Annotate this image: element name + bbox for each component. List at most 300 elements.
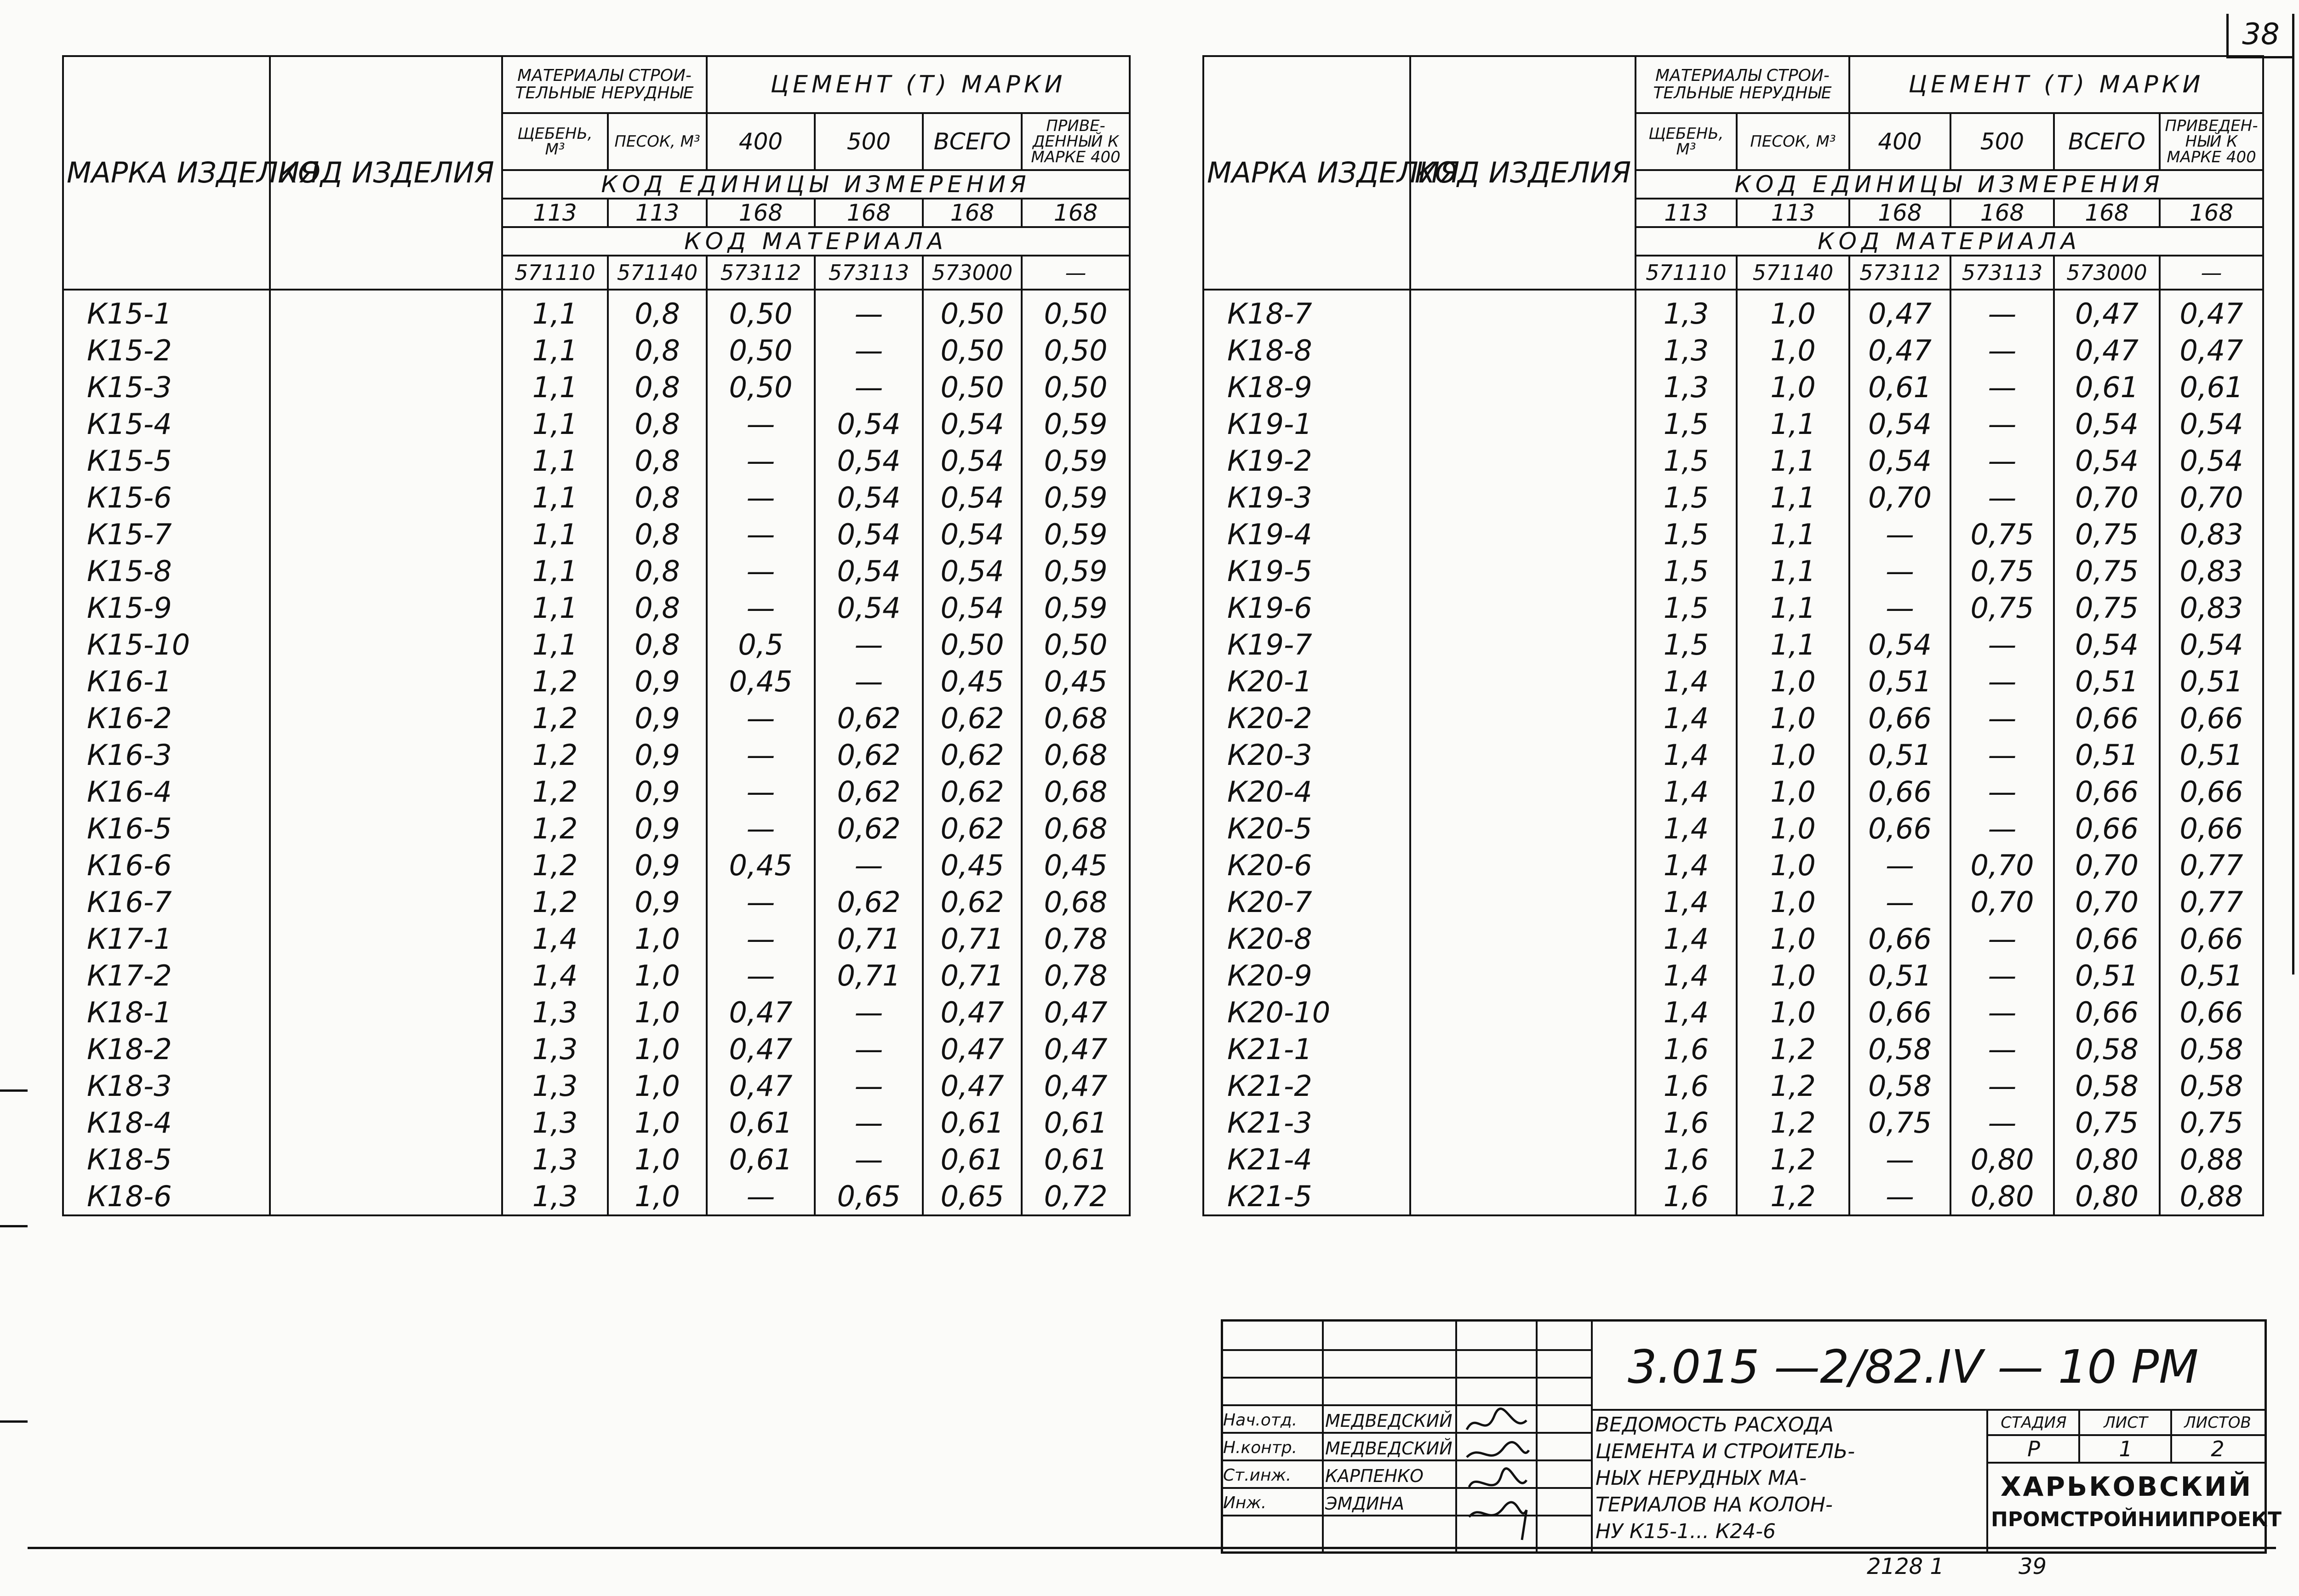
table-row (1203, 1178, 2263, 1215)
code-cell (270, 736, 502, 773)
reduced-cell: 0,50 (1022, 332, 1130, 369)
sheets-label: ЛИСТОВ (2184, 1414, 2251, 1432)
total-cell: 0,65 (923, 1178, 1022, 1215)
total-cell: 0,51 (2054, 736, 2160, 773)
material-code: 571110 (502, 256, 608, 290)
table-row (63, 1178, 1130, 1215)
material-code-header: КОД МАТЕРИАЛА (502, 227, 1130, 256)
gravel-cell: 1,3 (502, 1141, 608, 1178)
table-row (1203, 957, 2263, 994)
unit-code: 168 (1849, 199, 1950, 227)
organization-name: ХАРЬКОВСКИЙ (2000, 1471, 2253, 1502)
cement-500-cell: 0,62 (815, 773, 923, 810)
total-cell: 0,80 (2054, 1178, 2160, 1215)
total-cell: 0,50 (923, 290, 1022, 332)
signer-name: МЕДВЕДСКИЙ (1325, 1411, 1453, 1431)
reduced-cell: 0,66 (2160, 920, 2263, 957)
reduced-cell: 0,75 (2160, 1104, 2263, 1141)
cement-500-cell: 0,54 (815, 479, 923, 516)
gravel-header: ЩЕБЕНЬ, М³ (1636, 113, 1737, 170)
gravel-cell: 1,2 (502, 700, 608, 736)
cement-500-cell: 0,62 (815, 810, 923, 847)
sand-header: ПЕСОК, М³ (1737, 113, 1849, 170)
sheet-label: ЛИСТ (2104, 1414, 2148, 1432)
reduced-cell: 0,47 (1022, 1031, 1130, 1067)
cement-500-cell: — (1950, 810, 2054, 847)
sand-cell: 1,0 (1737, 994, 1849, 1031)
total-cell: 0,54 (923, 442, 1022, 479)
cement-500-cell: — (815, 626, 923, 663)
table-row (63, 369, 1130, 405)
unit-code: 168 (923, 199, 1022, 227)
reduced-cell: 0,54 (2160, 405, 2263, 442)
cement-400-cell: 0,70 (1849, 479, 1950, 516)
total-cell: 0,54 (923, 589, 1022, 626)
unit-code: 168 (1022, 199, 1130, 227)
total-cell: 0,47 (923, 1031, 1022, 1067)
cement-500-cell: — (815, 1104, 923, 1141)
mark-cell: К20-10 (1203, 994, 1410, 1031)
sand-cell: 1,0 (1737, 773, 1849, 810)
gravel-cell: 1,1 (502, 553, 608, 589)
gravel-cell: 1,2 (502, 663, 608, 700)
cement-header: ЦЕМЕНТ (Т) МАРКИ (707, 56, 1130, 113)
mark-cell: К21-3 (1203, 1104, 1410, 1141)
table-row (63, 663, 1130, 700)
gravel-cell: 1,1 (502, 516, 608, 553)
sand-cell: 1,2 (1737, 1067, 1849, 1104)
reduced-cell: 0,47 (2160, 290, 2263, 332)
code-cell (1410, 1104, 1636, 1141)
table-row (1203, 553, 2263, 589)
cement-500-cell: — (1950, 1031, 2054, 1067)
cement-400-cell: 0,51 (1849, 957, 1950, 994)
code-cell (270, 1141, 502, 1178)
gravel-cell: 1,4 (1636, 810, 1737, 847)
total-cell: 0,54 (923, 405, 1022, 442)
mark-cell: К15-10 (63, 626, 270, 663)
total-cell: 0,50 (923, 332, 1022, 369)
sand-cell: 0,8 (608, 479, 707, 516)
sand-cell: 1,0 (608, 1104, 707, 1141)
footer-left-number: 2128 1 (1867, 1554, 1944, 1579)
mark-cell: К19-3 (1203, 479, 1410, 516)
sand-cell: 0,8 (608, 626, 707, 663)
signer-name: КАРПЕНКО (1325, 1466, 1424, 1486)
reduced-cell: 0,61 (1022, 1104, 1130, 1141)
cement-400-cell: — (707, 700, 815, 736)
mark-cell: К20-2 (1203, 700, 1410, 736)
table-row (63, 553, 1130, 589)
mark-cell: К19-4 (1203, 516, 1410, 553)
total-cell: 0,61 (923, 1141, 1022, 1178)
mark-cell: К15-5 (63, 442, 270, 479)
gravel-cell: 1,4 (1636, 884, 1737, 920)
sand-cell: 1,0 (1737, 920, 1849, 957)
table-row (1203, 369, 2263, 405)
table-row (1203, 1031, 2263, 1067)
cement-400-cell: 0,47 (707, 1031, 815, 1067)
cement-400-cell: — (707, 810, 815, 847)
mark-cell: К20-1 (1203, 663, 1410, 700)
gravel-cell: 1,5 (1636, 442, 1737, 479)
mark-cell: К20-4 (1203, 773, 1410, 810)
cement-500-cell: 0,54 (815, 442, 923, 479)
total-cell: 0,54 (2054, 626, 2160, 663)
sand-cell: 1,2 (1737, 1031, 1849, 1067)
mark-cell: К20-8 (1203, 920, 1410, 957)
code-cell (270, 442, 502, 479)
cement-400-cell: 0,45 (707, 663, 815, 700)
table-row (1203, 920, 2263, 957)
cement-400-cell: 0,50 (707, 332, 815, 369)
cement-400-cell: — (1849, 589, 1950, 626)
organization-name-line2: ПРОМСТРОЙНИИПРОЕКТ (1991, 1508, 2282, 1531)
code-cell (1410, 736, 1636, 773)
reduced-cell: 0,66 (2160, 994, 2263, 1031)
code-cell (270, 369, 502, 405)
total-cell: 0,58 (2054, 1067, 2160, 1104)
code-header: КОД ИЗДЕЛИЯ (270, 56, 502, 290)
cement-500-header: 500 (815, 113, 923, 170)
cement-500-cell: — (1950, 1104, 2054, 1141)
table-row (63, 736, 1130, 773)
sand-cell: 1,0 (608, 1178, 707, 1215)
cement-400-cell: 0,58 (1849, 1067, 1950, 1104)
table-row (1203, 663, 2263, 700)
sand-cell: 1,1 (1737, 516, 1849, 553)
reduced-cell: 0,51 (2160, 736, 2263, 773)
mark-cell: К18-9 (1203, 369, 1410, 405)
mark-cell: К20-5 (1203, 810, 1410, 847)
cement-500-cell: — (815, 332, 923, 369)
mark-cell: К15-6 (63, 479, 270, 516)
sand-cell: 0,9 (608, 663, 707, 700)
table-row (63, 290, 1130, 332)
material-code: 573000 (923, 256, 1022, 290)
reduced-cell: 0,47 (1022, 1067, 1130, 1104)
sand-cell: 1,1 (1737, 479, 1849, 516)
total-cell: 0,71 (923, 957, 1022, 994)
cement-500-cell: 0,65 (815, 1178, 923, 1215)
gravel-cell: 1,3 (502, 1067, 608, 1104)
code-cell (270, 847, 502, 884)
role-label: Ст.инж. (1223, 1466, 1292, 1485)
cement-500-cell: — (1950, 1067, 2054, 1104)
gravel-cell: 1,4 (1636, 700, 1737, 736)
cement-400-cell: 0,61 (707, 1141, 815, 1178)
code-cell (270, 700, 502, 736)
gravel-cell: 1,1 (502, 442, 608, 479)
total-cell: 0,54 (2054, 405, 2160, 442)
cement-400-cell: — (707, 884, 815, 920)
table-row (63, 884, 1130, 920)
code-cell (1410, 516, 1636, 553)
cement-400-cell: 0,58 (1849, 1031, 1950, 1067)
mark-header: МАРКА ИЗДЕЛИЯ (63, 56, 270, 290)
code-cell (1410, 810, 1636, 847)
total-cell: 0,62 (923, 884, 1022, 920)
table-row (1203, 626, 2263, 663)
code-cell (270, 290, 502, 332)
gravel-cell: 1,3 (1636, 369, 1737, 405)
mark-cell: К18-4 (63, 1104, 270, 1141)
mark-cell: К15-2 (63, 332, 270, 369)
gravel-cell: 1,1 (502, 626, 608, 663)
table-row (63, 589, 1130, 626)
total-cell: 0,75 (2054, 1104, 2160, 1141)
code-cell (1410, 290, 1636, 332)
cement-header: ЦЕМЕНТ (Т) МАРКИ (1849, 56, 2263, 113)
total-cell: 0,47 (2054, 290, 2160, 332)
code-cell (1410, 553, 1636, 589)
reduced-cell: 0,68 (1022, 736, 1130, 773)
sand-cell: 1,0 (1737, 290, 1849, 332)
gravel-cell: 1,5 (1636, 516, 1737, 553)
gravel-cell: 1,3 (502, 1104, 608, 1141)
reduced-cell: 0,66 (2160, 773, 2263, 810)
total-cell: 0,47 (923, 1067, 1022, 1104)
code-cell (270, 1031, 502, 1067)
mark-cell: К18-8 (1203, 332, 1410, 369)
code-cell (1410, 884, 1636, 920)
cement-500-cell: — (1950, 626, 2054, 663)
signatures (1458, 1407, 1536, 1549)
cement-400-cell: 0,54 (1849, 405, 1950, 442)
unit-code: 113 (1636, 199, 1737, 227)
cement-400-cell: 0,66 (1849, 810, 1950, 847)
sand-cell: 0,8 (608, 553, 707, 589)
cement-400-cell: 0,50 (707, 290, 815, 332)
cement-500-cell: 0,80 (1950, 1178, 2054, 1215)
sand-cell: 0,8 (608, 332, 707, 369)
table-row (1203, 516, 2263, 553)
sheets-value: 2 (2211, 1436, 2225, 1461)
sand-cell: 1,0 (608, 957, 707, 994)
reduced-cell: 0,47 (1022, 994, 1130, 1031)
cement-400-cell: — (707, 957, 815, 994)
reduced-cell: 0,68 (1022, 773, 1130, 810)
total-cell: 0,66 (2054, 920, 2160, 957)
reduced-cell: 0,68 (1022, 700, 1130, 736)
mark-cell: К15-9 (63, 589, 270, 626)
mark-cell: К17-1 (63, 920, 270, 957)
gravel-cell: 1,6 (1636, 1067, 1737, 1104)
gravel-cell: 1,3 (1636, 290, 1737, 332)
total-cell: 0,51 (2054, 663, 2160, 700)
mark-cell: К16-3 (63, 736, 270, 773)
gravel-cell: 1,3 (1636, 332, 1737, 369)
code-cell (270, 1067, 502, 1104)
material-code: 571140 (1737, 256, 1849, 290)
table-row (1203, 479, 2263, 516)
sand-cell: 1,0 (608, 1141, 707, 1178)
reduced-header: ПРИВЕДЕН-НЫЙ К МАРКЕ 400 (2160, 113, 2263, 170)
sand-cell: 1,0 (1737, 957, 1849, 994)
mark-cell: К16-7 (63, 884, 270, 920)
mark-cell: К19-7 (1203, 626, 1410, 663)
mark-cell: К16-2 (63, 700, 270, 736)
margin-tick (0, 1225, 28, 1227)
sand-cell: 1,0 (1737, 884, 1849, 920)
sand-cell: 1,0 (608, 1067, 707, 1104)
mark-cell: К17-2 (63, 957, 270, 994)
cement-500-header: 500 (1950, 113, 2054, 170)
cement-400-cell: — (707, 553, 815, 589)
cement-500-cell: 0,80 (1950, 1141, 2054, 1178)
sand-cell: 0,8 (608, 369, 707, 405)
sand-header: ПЕСОК, М³ (608, 113, 707, 170)
stage-value: Р (2027, 1436, 2040, 1461)
gravel-cell: 1,3 (502, 994, 608, 1031)
table-row (1203, 884, 2263, 920)
footer-right-number: 39 (2019, 1554, 2047, 1579)
table-row (1203, 589, 2263, 626)
table-row (63, 920, 1130, 957)
cement-400-cell: 0,66 (1849, 920, 1950, 957)
unit-code: 113 (608, 199, 707, 227)
cement-500-cell: 0,62 (815, 884, 923, 920)
mark-cell: К21-1 (1203, 1031, 1410, 1067)
cement-500-cell: 0,70 (1950, 884, 2054, 920)
reduced-cell: 0,45 (1022, 847, 1130, 884)
gravel-cell: 1,2 (502, 847, 608, 884)
cement-400-cell: 0,50 (707, 369, 815, 405)
document-code: 3.015 —2/82.IV — 10 РМ (1628, 1340, 2199, 1394)
cement-400-cell: 0,45 (707, 847, 815, 884)
unit-code: 113 (1737, 199, 1849, 227)
reduced-cell: 0,83 (2160, 589, 2263, 626)
total-cell: 0,62 (923, 700, 1022, 736)
sand-cell: 0,9 (608, 884, 707, 920)
table-row (63, 405, 1130, 442)
reduced-cell: 0,70 (2160, 479, 2263, 516)
cement-500-cell: — (1950, 663, 2054, 700)
cement-400-cell: 0,66 (1849, 700, 1950, 736)
code-cell (1410, 405, 1636, 442)
gravel-cell: 1,1 (502, 290, 608, 332)
mark-cell: К16-1 (63, 663, 270, 700)
reduced-cell: 0,83 (2160, 553, 2263, 589)
materials-header: МАТЕРИАЛЫ СТРОИ-ТЕЛЬНЫЕ НЕРУДНЫЕ (1636, 56, 1849, 113)
cement-500-cell: — (1950, 957, 2054, 994)
gravel-cell: 1,1 (502, 369, 608, 405)
reduced-cell: 0,77 (2160, 884, 2263, 920)
total-cell: 0,70 (2054, 847, 2160, 884)
total-cell: 0,45 (923, 663, 1022, 700)
unit-code: 113 (502, 199, 608, 227)
cement-400-cell: — (707, 1178, 815, 1215)
sand-cell: 1,0 (608, 994, 707, 1031)
cement-400-cell: — (707, 920, 815, 957)
materials-header: МАТЕРИАЛЫ СТРОИ-ТЕЛЬНЫЕ НЕРУДНЫЕ (502, 56, 707, 113)
cement-500-cell: — (1950, 290, 2054, 332)
reduced-cell: 0,68 (1022, 810, 1130, 847)
total-cell: 0,54 (923, 516, 1022, 553)
table-row (63, 332, 1130, 369)
sand-cell: 1,1 (1737, 405, 1849, 442)
gravel-cell: 1,1 (502, 589, 608, 626)
reduced-cell: 0,59 (1022, 442, 1130, 479)
code-cell (270, 810, 502, 847)
table-row (63, 957, 1130, 994)
cement-500-cell: — (815, 1031, 923, 1067)
gravel-cell: 1,3 (502, 1178, 608, 1215)
gravel-cell: 1,2 (502, 810, 608, 847)
reduced-cell: 0,45 (1022, 663, 1130, 700)
total-cell: 0,66 (2054, 994, 2160, 1031)
table-row (63, 810, 1130, 847)
reduced-cell: 0,88 (2160, 1178, 2263, 1215)
cement-500-cell: 0,62 (815, 700, 923, 736)
reduced-cell: 0,59 (1022, 405, 1130, 442)
gravel-cell: 1,6 (1636, 1141, 1737, 1178)
unit-code: 168 (815, 199, 923, 227)
unit-code: 168 (2160, 199, 2263, 227)
mark-cell: К19-5 (1203, 553, 1410, 589)
reduced-cell: 0,78 (1022, 957, 1130, 994)
gravel-cell: 1,2 (502, 736, 608, 773)
cement-500-cell: — (1950, 405, 2054, 442)
mark-cell: К18-3 (63, 1067, 270, 1104)
cement-500-cell: — (815, 994, 923, 1031)
material-code: 573112 (1849, 256, 1950, 290)
gravel-cell: 1,2 (502, 884, 608, 920)
code-cell (1410, 700, 1636, 736)
cement-500-cell: 0,75 (1950, 553, 2054, 589)
mark-cell: К15-7 (63, 516, 270, 553)
reduced-cell: 0,59 (1022, 479, 1130, 516)
cement-400-cell: 0,47 (707, 994, 815, 1031)
code-cell (1410, 957, 1636, 994)
table-row (63, 442, 1130, 479)
sand-cell: 1,2 (1737, 1141, 1849, 1178)
gravel-cell: 1,1 (502, 332, 608, 369)
code-cell (270, 884, 502, 920)
sand-cell: 0,8 (608, 290, 707, 332)
reduced-cell: 0,51 (2160, 957, 2263, 994)
table-row (63, 700, 1130, 736)
cement-500-cell: — (815, 290, 923, 332)
reduced-cell: 0,72 (1022, 1178, 1130, 1215)
gravel-cell: 1,4 (502, 957, 608, 994)
sand-cell: 0,9 (608, 773, 707, 810)
sand-cell: 1,0 (1737, 369, 1849, 405)
table-row (1203, 773, 2263, 810)
cement-500-cell: 0,54 (815, 405, 923, 442)
unit-code-header: КОД ЕДИНИЦЫ ИЗМЕРЕНИЯ (1636, 170, 2263, 199)
sand-cell: 1,0 (1737, 810, 1849, 847)
gravel-cell: 1,4 (1636, 920, 1737, 957)
gravel-header: ЩЕБЕНЬ, М³ (502, 113, 608, 170)
signer-name: ЭМДИНА (1325, 1493, 1405, 1514)
cement-400-cell: — (707, 589, 815, 626)
code-cell (1410, 479, 1636, 516)
cement-500-cell: 0,71 (815, 957, 923, 994)
code-cell (1410, 1178, 1636, 1215)
code-cell (270, 332, 502, 369)
table-row (63, 626, 1130, 663)
cement-400-cell: — (1849, 884, 1950, 920)
total-cell: 0,47 (2054, 332, 2160, 369)
total-cell: 0,80 (2054, 1141, 2160, 1178)
mark-cell: К15-3 (63, 369, 270, 405)
total-cell: 0,75 (2054, 553, 2160, 589)
table-row (1203, 1104, 2263, 1141)
reduced-cell: 0,59 (1022, 553, 1130, 589)
cement-400-cell: 0,66 (1849, 994, 1950, 1031)
code-cell (270, 1104, 502, 1141)
